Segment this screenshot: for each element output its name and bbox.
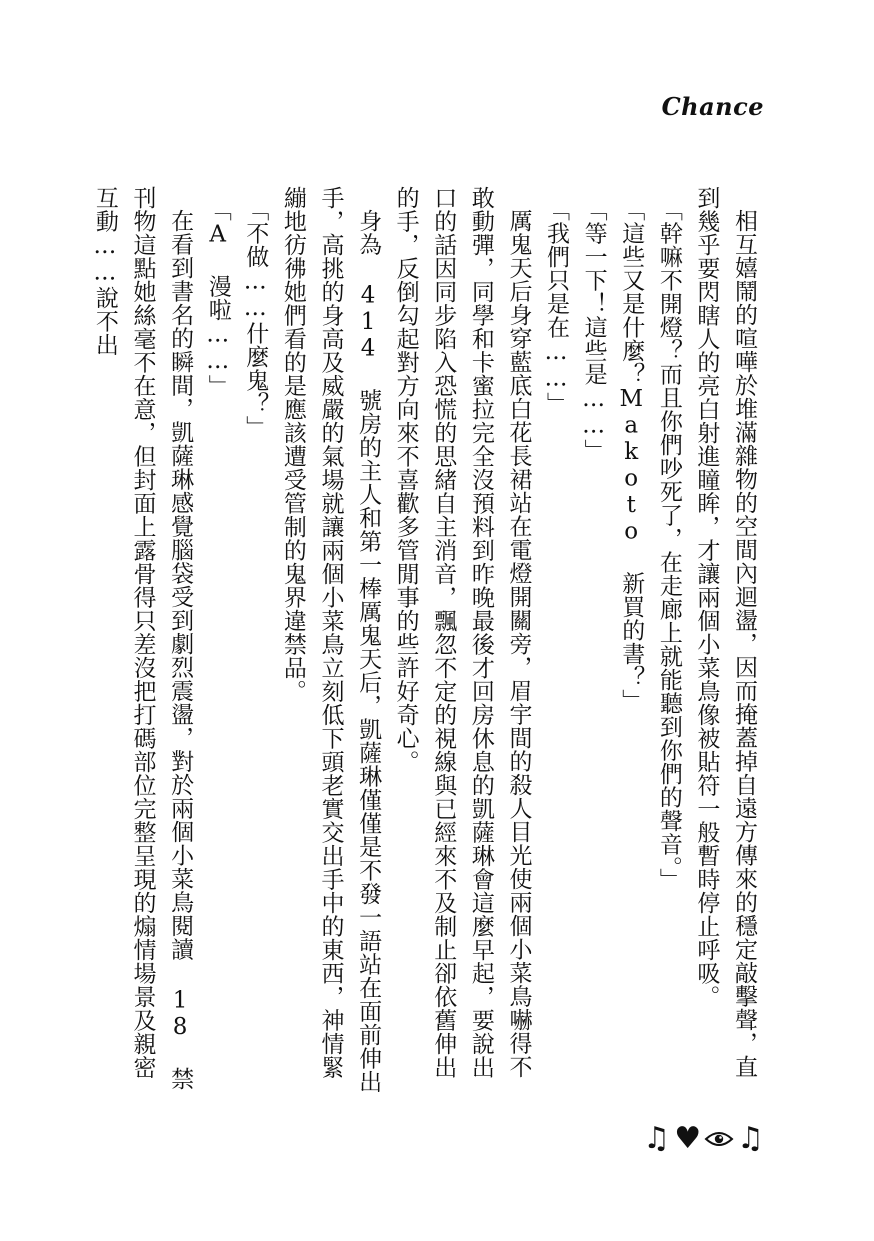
paragraph: 在看到書名的瞬間，凱薩琳感覺腦袋受到劇烈震盪，對於兩個小菜鳥閱讀 18 禁刊物這點她絲毫不在意，但封面上露骨得只差沒把打碼部位完整呈現的煽情場景及親密互動……說不出 [91, 186, 194, 1091]
dialog-line: 「這些又是什麼？Makoto 新買的書？」 [618, 197, 645, 712]
paragraph: 相互嬉鬧的喧嘩於堆滿雜物的空間內迴盪，因而掩蓋掉自遠方傳來的穩定敲擊聲，直到幾乎要閃瞎人的亮白射進瞳眸，才讓兩個小菜鳥像被貼符一般暫時停止呼吸。 [693, 186, 757, 1079]
paragraph: 身為 414 號房的主人和第一棒厲鬼天后，凱薩琳僅僅是不發一語站在面前伸出手，高挑的身高及威嚴的氣場就讓兩個小菜鳥立刻低下頭老實交出手中的東西，神情緊繃地彷彿她們看的是應該遭受管制的鬼界違禁品。 [279, 186, 382, 1094]
running-head-title: Chance [661, 92, 764, 121]
music-note-icon: ♫ [737, 1121, 764, 1156]
heart-icon: ♥ [674, 1121, 702, 1156]
dialog-line: 「不做……什麼鬼？」 [242, 197, 269, 439]
eye-icon [705, 1124, 733, 1154]
dialog-line: 「幹嘛不開燈？而且你們吵死了，在走廊上就能聽到你們的聲音。」 [655, 197, 682, 891]
dialog-line: 「A 漫啦……」 [204, 197, 231, 398]
paragraph: 厲鬼天后身穿藍底白花長裙站在電燈開關旁，眉宇間的殺人目光使兩個小菜鳥嚇得不敢動彈，同學和卡蜜拉完全沒預料到昨晚最後才回房休息的凱薩琳會這麼早起，要說出口的話因同步陷入恐慌的思緒自主消音，飄忽不定的視線與已經來不及制止卻依舊伸出的手，反倒勾起對方向來不喜歡多管閒事的些許好奇心。 [392, 186, 532, 1079]
body-text [91, 186, 762, 1096]
dialog-line: 「我們只是在……」 [543, 197, 570, 415]
dialog-line: 「等一下！這些是……」 [580, 197, 607, 462]
footer-ornament [643, 1121, 764, 1156]
music-note-icon: ♫ [643, 1121, 671, 1156]
